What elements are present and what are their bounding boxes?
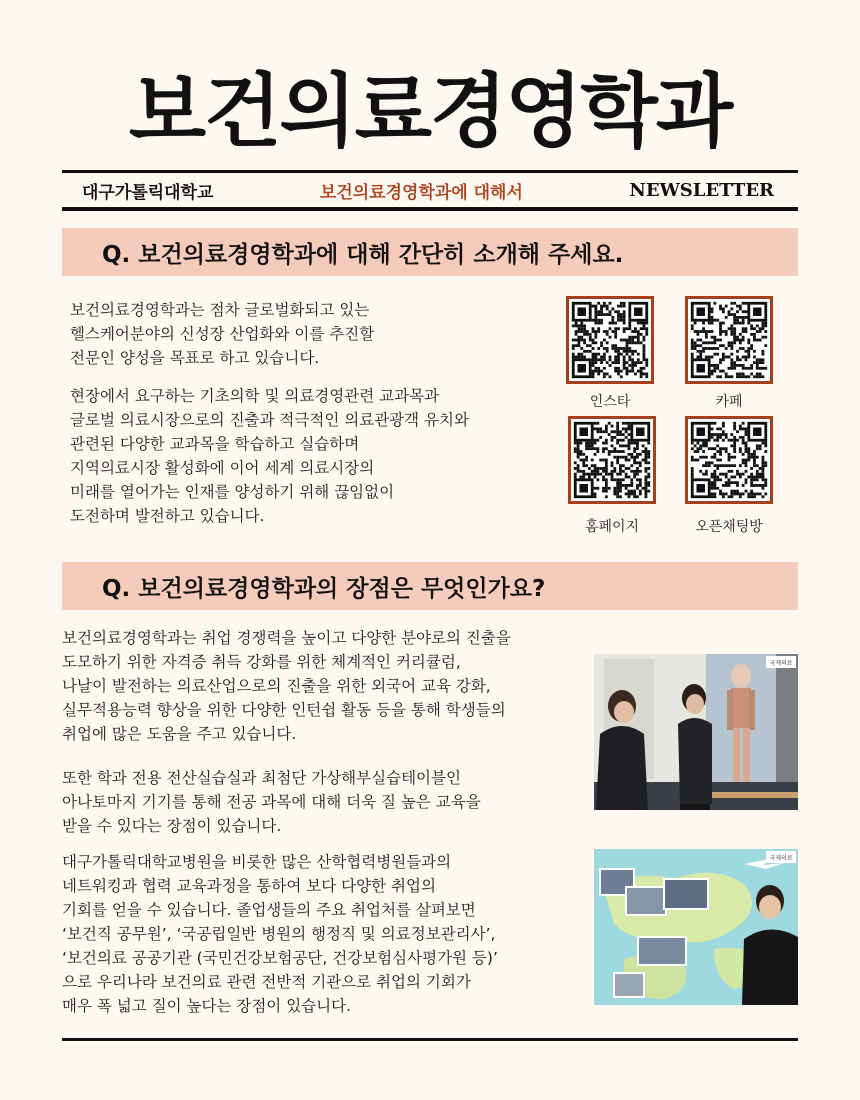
section1-question: Q. 보건의료경영학과에 대해 간단히 소개해 주세요. xyxy=(62,228,798,276)
qr-label-open-chat: 오픈채팅방 xyxy=(695,519,763,535)
anatomage-photo xyxy=(594,654,798,810)
photo-badge-2: 국제의료 xyxy=(769,855,793,862)
nav-bottom-rule xyxy=(62,207,798,211)
instagram-qr-code[interactable] xyxy=(566,296,654,384)
qr-label-instagram: 인스타 xyxy=(589,394,631,410)
section2-paragraph-3: 대구가톨릭대학교병원을 비롯한 많은 산학협력병원들과의 네트워킹과 협력 교육과정을 통하여 보다 다양한 취업의 기회를 얻을 수 있습니다. 졸업생들의 주요 취업처를 살펴보면 ‘보건직 공무원’, ‘국공립일반 병원의 행정직 및 의료정보관리사’, ‘보건의료 공공기관 (국민건강보험공단, 건강보험심사평가원 등)’ 으로 우리나라 보건의료 관련 전반적 기관으로 취업의 기회가 매우 폭 넓고 질이 높다는 장점이 있습니다. xyxy=(62,853,498,1015)
photo-badge-1: 국제의료 xyxy=(769,660,793,667)
header-nav xyxy=(62,173,798,207)
cafe-qr-code[interactable] xyxy=(685,296,773,384)
page-title: 보건의료경영학과 xyxy=(128,65,732,158)
bottom-rule xyxy=(62,1038,798,1041)
international-medical-photo xyxy=(594,849,798,1005)
open-chat-qr-code[interactable] xyxy=(685,416,773,504)
nav-topic: 보건의료경영학과에 대해서 xyxy=(319,182,523,203)
newsletter-label: NEWSLETTER xyxy=(629,179,774,201)
section2-paragraph-1: 보건의료경영학과는 취업 경쟁력을 높이고 다양한 분야로의 진출을 도모하기 위한 자격증 취득 강화를 위한 체계적인 커리큘럼, 나날이 발전하는 의료산업으로의 진출을 위한 외국어 교육 강화, 실무적용능력 향상을 위한 다양한 인턴쉽 활동 등을 통해 학생들의 취업에 많은 도움을 주고 있습니다. xyxy=(62,629,511,743)
section1-paragraph-1: 보건의료경영학과는 점차 글로벌화되고 있는 헬스케어분야의 신성장 산업화와 이를 추진할 전문인 양성을 목표로 하고 있습니다. xyxy=(70,301,375,367)
section1-paragraph-2: 현장에서 요구하는 기초의학 및 의료경영관련 교과목과 글로벌 의료시장으로의 진출과 적극적인 의료관광객 유치와 관련된 다양한 교과목을 학습하고 실습하며 지역의료시장 활성화에 이어 세계 의료시장의 미래를 열어가는 인재를 양성하기 위해 끊임없이 도전하며 발전하고 있습니다. xyxy=(70,387,469,525)
qr-label-homepage: 홈페이지 xyxy=(584,519,640,535)
section2-paragraph-2: 또한 학과 전용 전산실습실과 최첨단 가상해부실습테이블인 아나토마지 기기를 통해 전공 과목에 대해 더욱 질 높은 교육을 받을 수 있다는 장점이 있습니다. xyxy=(62,769,481,835)
qr-label-cafe: 카페 xyxy=(715,394,743,410)
university-name: 대구가톨릭대학교 xyxy=(82,182,214,203)
section2-question: Q. 보건의료경영학과의 장점은 무엇인가요? xyxy=(62,562,798,610)
homepage-qr-code[interactable] xyxy=(568,416,656,504)
